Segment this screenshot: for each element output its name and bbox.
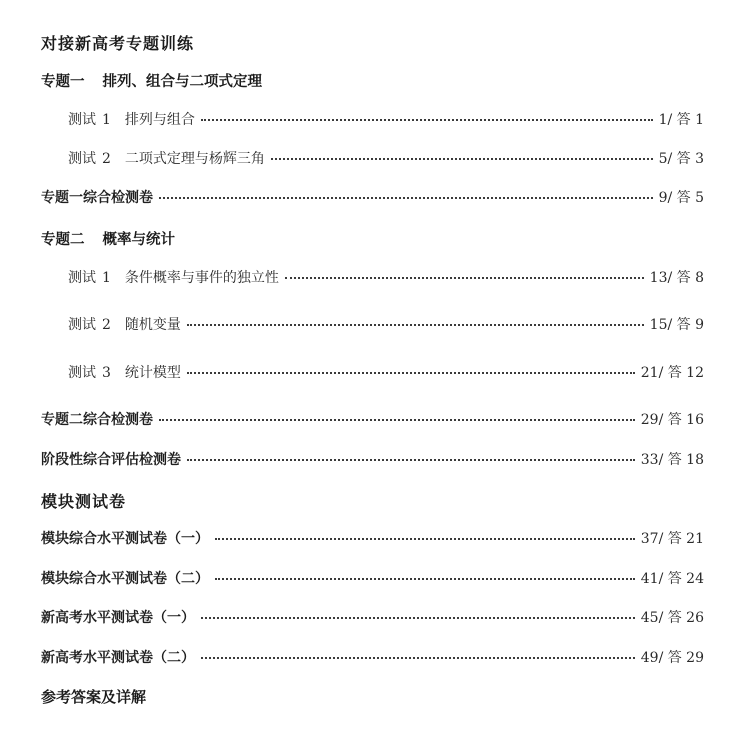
test-label: 测试 xyxy=(68,317,96,333)
topic-name: 排列、组合与二项式定理 xyxy=(102,74,262,90)
entry-title: 新高考水平测试卷（二） xyxy=(41,650,195,666)
dot-leader xyxy=(271,157,653,160)
entry-title: 新高考水平测试卷（一） xyxy=(41,610,195,626)
test-number: 3 xyxy=(102,365,111,381)
test-number: 2 xyxy=(102,317,111,333)
dot-leader xyxy=(215,577,635,580)
dot-leader xyxy=(285,276,644,279)
toc-entry-module[interactable] xyxy=(41,568,704,588)
entry-title: 专题一综合检测卷 xyxy=(41,190,153,206)
toc-entry[interactable] xyxy=(68,314,704,334)
entry-title: 二项式定理与杨辉三角 xyxy=(124,151,265,167)
topic-heading-2 xyxy=(41,228,175,249)
page-reference: 9/ 答 5 xyxy=(658,190,704,206)
dot-leader xyxy=(187,371,635,374)
entry-title: 阶段性综合评估检测卷 xyxy=(41,452,181,468)
page-reference: 41/ 答 24 xyxy=(640,571,704,587)
page-reference: 29/ 答 16 xyxy=(640,412,704,428)
page-reference: 37/ 答 21 xyxy=(640,531,704,547)
entry-title: 排列与组合 xyxy=(124,112,195,128)
entry-title: 模块综合水平测试卷（一） xyxy=(41,531,209,547)
entry-title: 模块综合水平测试卷（二） xyxy=(41,571,209,587)
toc-entry-review[interactable] xyxy=(41,409,704,429)
toc-entry-review[interactable] xyxy=(41,187,704,207)
toc-entry-stage-review[interactable] xyxy=(41,449,704,469)
test-label: 测试 xyxy=(68,270,96,286)
entry-title: 专题二综合检测卷 xyxy=(41,412,153,428)
page-reference: 1/ 答 1 xyxy=(658,112,704,128)
page-reference: 33/ 答 18 xyxy=(640,452,704,468)
test-label: 测试 xyxy=(68,112,96,128)
dot-leader xyxy=(159,418,635,421)
toc-entry[interactable] xyxy=(68,109,704,129)
test-label: 测试 xyxy=(68,365,96,381)
test-number: 2 xyxy=(102,151,111,167)
entry-title: 条件概率与事件的独立性 xyxy=(124,270,279,286)
toc-entry[interactable] xyxy=(68,267,704,287)
test-label: 测试 xyxy=(68,151,96,167)
toc-entry-module[interactable] xyxy=(41,647,704,667)
dot-leader xyxy=(201,656,635,659)
entry-title: 随机变量 xyxy=(124,317,181,333)
page-reference: 49/ 答 29 xyxy=(640,650,704,666)
page-reference: 13/ 答 8 xyxy=(649,270,704,286)
page-reference: 5/ 答 3 xyxy=(658,151,704,167)
test-number: 1 xyxy=(102,270,111,286)
topic-name: 概率与统计 xyxy=(102,232,175,248)
toc-entry[interactable] xyxy=(68,362,704,382)
dot-leader xyxy=(201,118,653,121)
toc-entry-module[interactable] xyxy=(41,528,704,548)
test-number: 1 xyxy=(102,112,111,128)
toc-entry[interactable] xyxy=(68,148,704,168)
dot-leader xyxy=(159,196,653,199)
dot-leader xyxy=(201,616,635,619)
dot-leader xyxy=(187,323,644,326)
dot-leader xyxy=(187,458,635,461)
entry-title: 统计模型 xyxy=(124,365,181,381)
topic-prefix: 专题一 xyxy=(41,74,85,90)
section-heading-special-training: 对接新高考专题训练 xyxy=(41,34,195,53)
topic-prefix: 专题二 xyxy=(41,232,85,248)
toc-entry-module[interactable] xyxy=(41,607,704,627)
page-reference: 15/ 答 9 xyxy=(649,317,704,333)
section-heading-module-tests: 模块测试卷 xyxy=(41,492,127,511)
topic-heading-1 xyxy=(41,70,262,91)
dot-leader xyxy=(215,537,635,540)
section-heading-answers[interactable]: 参考答案及详解 xyxy=(41,688,147,706)
page-reference: 21/ 答 12 xyxy=(640,365,704,381)
page-reference: 45/ 答 26 xyxy=(640,610,704,626)
